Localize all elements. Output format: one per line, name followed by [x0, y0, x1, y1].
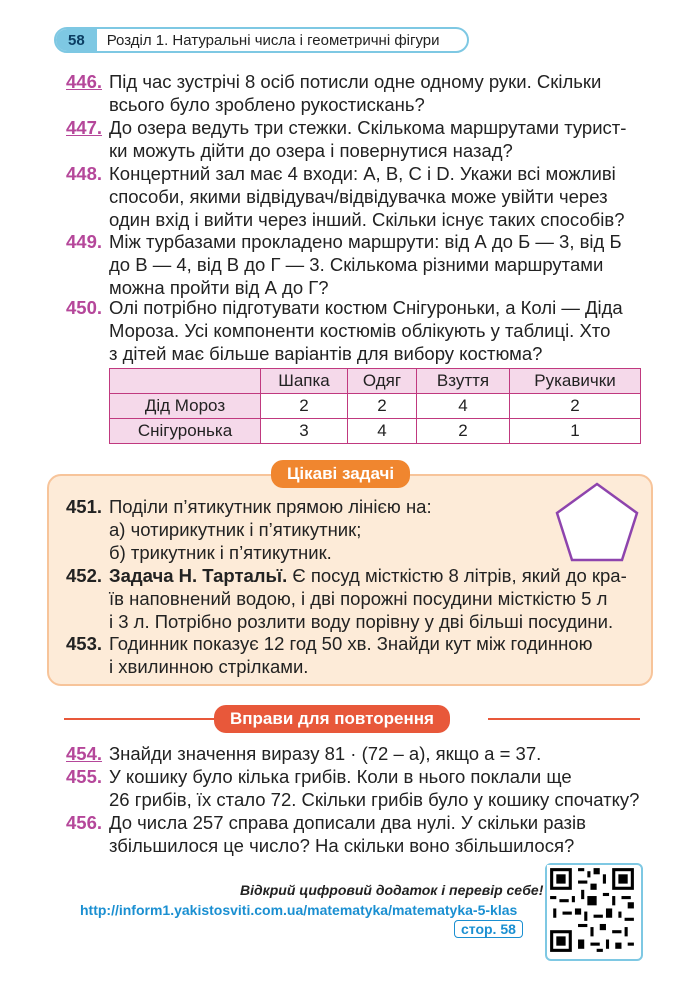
- qr-code[interactable]: [545, 863, 643, 961]
- exercise-line: У кошику було кілька грибів. Коли в нього поклали ще: [109, 766, 572, 787]
- exercise-line: 26 грибів, їх стало 72. Скільки грибів було у кошику спочатку?: [109, 789, 640, 810]
- exercise-449: [66, 230, 646, 299]
- table-cell: 4: [417, 394, 510, 419]
- problem-line: Годинник показує 12 год 50 хв. Знайди кут між годинною: [109, 633, 593, 654]
- problem-line: і 3 л. Потрібно розлити воду порівну у дві більші посудини.: [109, 611, 614, 632]
- exercise-number: 448.: [66, 163, 103, 184]
- exercise-line: До числа 257 справа дописали два нулі. У скільки разів: [109, 812, 586, 833]
- page-reference[interactable]: стор. 58: [454, 920, 523, 938]
- problem-number: 453.: [66, 633, 103, 654]
- interesting-problems-title: Цікаві задачі: [271, 460, 410, 488]
- exercise-number[interactable]: 447.: [66, 117, 103, 138]
- table-cell: 2: [417, 419, 510, 444]
- page-header: [54, 27, 469, 53]
- digital-supplement-prompt: Відкрий цифровий додаток і перевір себе!: [240, 882, 544, 898]
- table-header-cell: Взуття: [417, 369, 510, 394]
- problem-451: [66, 495, 646, 564]
- review-title: Вправи для повторення: [214, 705, 450, 733]
- exercise-line: до В — 4, від В до Г — 3. Скількома різними маршрутами: [109, 254, 604, 275]
- exercise-line: Під час зустрічі 8 осіб потисли одне одному руки. Скільки: [109, 71, 602, 92]
- exercise-446: [66, 70, 646, 116]
- table-cell: 1: [510, 419, 641, 444]
- problem-line: а) чотирикутник і п’ятикутник;: [109, 519, 362, 540]
- table-header-cell: [110, 369, 261, 394]
- problem-line: Поділи п’ятикутник прямою лінією на:: [109, 496, 432, 517]
- exercise-line: Знайди значення виразу 81 · (72 – a), якщо a = 37.: [109, 743, 542, 764]
- problem-title: Задача Н. Тартальї.: [109, 565, 288, 586]
- table-cell: 2: [261, 394, 348, 419]
- digital-supplement-link[interactable]: http://inform1.yakistosviti.com.ua/matematyka/matematyka-5-klas: [80, 902, 518, 918]
- problem-line: б) трикутник і п’ятикутник.: [109, 542, 332, 563]
- table-cell: 2: [510, 394, 641, 419]
- exercise-448: [66, 162, 646, 231]
- exercise-number[interactable]: 446.: [66, 71, 103, 92]
- exercise-line: Концертний зал має 4 входи: A, B, C і D. Укажи всі можливі: [109, 163, 616, 184]
- table-header-cell: Шапка: [261, 369, 348, 394]
- problem-number: 452.: [66, 565, 103, 586]
- exercise-line: з дітей має більше варіантів для вибору костюма?: [109, 343, 543, 364]
- divider-right: [488, 718, 640, 720]
- divider-left: [64, 718, 214, 720]
- exercise-number: 449.: [66, 231, 103, 252]
- exercise-number: 455.: [66, 766, 103, 787]
- table-row-label: Дід Мороз: [110, 394, 261, 419]
- table-row: [110, 419, 641, 444]
- exercise-454: [66, 742, 646, 765]
- table-row-label: Снігуронька: [110, 419, 261, 444]
- exercise-line: можна пройти від А до Г?: [109, 277, 329, 298]
- problem-line: Є посуд місткістю 8 літрів, який до кра-: [287, 565, 627, 586]
- problem-number: 451.: [66, 496, 103, 517]
- exercise-line: один вхід і вийти через інший. Скільки існує таких способів?: [109, 209, 625, 230]
- exercise-number: 456.: [66, 812, 103, 833]
- exercise-line: способи, якими відвідувач/відвідувачка може увійти через: [109, 186, 608, 207]
- exercise-line: Між турбазами прокладено маршрути: від А до Б — 3, від Б: [109, 231, 622, 252]
- exercise-line: Мороза. Усі компоненти костюмів облікують у таблиці. Хто: [109, 320, 611, 341]
- exercise-number[interactable]: 454.: [66, 743, 103, 764]
- table-cell: 3: [261, 419, 348, 444]
- exercise-455: [66, 765, 646, 811]
- table-cell: 4: [348, 419, 417, 444]
- exercise-line: всього було зроблено рукостискань?: [109, 94, 425, 115]
- exercise-line: ки можуть дійти до озера і повернутися назад?: [109, 140, 513, 161]
- table-header-row: [110, 369, 641, 394]
- chapter-title: Розділ 1. Натуральні числа і геометричні фігури: [106, 31, 440, 49]
- exercise-line: Олі потрібно підготувати костюм Снігуроньки, а Колі — Діда: [109, 297, 623, 318]
- problem-452: [66, 564, 646, 633]
- problem-line: їв наповнений водою, і дві порожні посудини місткістю 5 л: [109, 588, 608, 609]
- exercise-number: 450.: [66, 297, 103, 318]
- problem-453: [66, 632, 646, 678]
- page-number: 58: [56, 29, 97, 51]
- exercise-line: До озера ведуть три стежки. Скількома маршрутами турист-: [109, 117, 627, 138]
- table-cell: 2: [348, 394, 417, 419]
- exercise-450: [66, 296, 646, 365]
- exercise-456: [66, 811, 646, 857]
- table-row: [110, 394, 641, 419]
- costume-table: [109, 368, 641, 444]
- problem-line: і хвилинною стрілками.: [109, 656, 309, 677]
- table-header-cell: Одяг: [348, 369, 417, 394]
- exercise-line: збільшилося це число? На скільки воно збільшилося?: [109, 835, 575, 856]
- qr-code-icon: [547, 865, 637, 955]
- exercise-447: [66, 116, 646, 162]
- table-header-cell: Рукавички: [510, 369, 641, 394]
